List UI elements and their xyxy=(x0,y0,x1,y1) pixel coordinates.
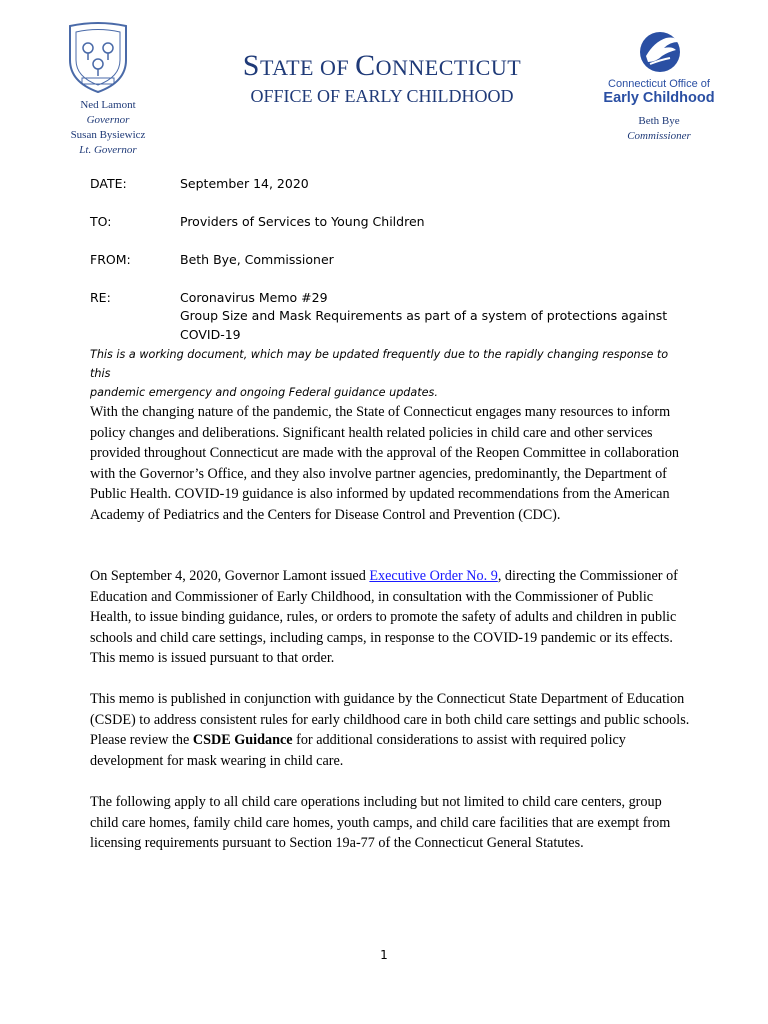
title-rest-state: TATE OF xyxy=(259,55,356,80)
note-line2: pandemic emergency and ongoing Federal guidance updates. xyxy=(90,386,438,399)
commissioner-name: Beth Bye xyxy=(638,115,680,127)
oec-logo-line2: Early Childhood xyxy=(603,90,715,106)
csde-guidance-text: CSDE Guidance xyxy=(192,732,293,748)
page-subtitle: OFFICE OF EARLY CHILDHOOD xyxy=(250,86,514,106)
from-value: Beth Bye, Commissioner xyxy=(180,252,334,267)
working-document-note xyxy=(90,345,690,402)
lt-governor-name: Susan Bysiewicz xyxy=(70,129,146,141)
title-rest-connecticut: ONNECTICUT xyxy=(375,55,522,80)
page-number: 1 xyxy=(380,948,388,962)
re-label: RE: xyxy=(90,290,111,305)
re-line2: Group Size and Mask Requirements as part of a system of protections against xyxy=(180,308,668,323)
re-line3: COVID-19 xyxy=(180,327,241,342)
paragraph-1: With the changing nature of the pandemic, the State of Connecticut engages many resources to inform policy changes and deliberations. Significant health related policies in child care and other services provided throughout Connecticut are made with the approval of the Reopen Committee in collaboration with the Governor’s Office, and they also involve partner agencies, predominantly, the Department of Public Health. COVID-19 guidance is also informed by updated recommendations from the American Academy of Pediatrics and the Centers for Disease Control and Prevention (CDC). xyxy=(90,404,680,523)
commissioner-block xyxy=(596,114,722,144)
date-value: September 14, 2020 xyxy=(180,176,309,191)
lt-governor-role: Lt. Governor xyxy=(79,144,137,156)
paragraph-3-before: This memo is published in conjunction with guidance by the Connecticut State Department of Education (CSDE) to address consistent rules for early childhood care in both child care settings and public schools. Please review the xyxy=(90,691,690,748)
governor-role: Governor xyxy=(86,114,130,126)
paragraph-3-after: for additional considerations to assist with required policy development for mask wearing in child care. xyxy=(90,732,626,769)
paragraph-2-before: On September 4, 2020, Governor Lamont issued xyxy=(90,568,370,584)
from-label: FROM: xyxy=(90,252,131,267)
to-value: Providers of Services to Young Children xyxy=(180,214,425,229)
title-letter-c: C xyxy=(355,49,376,82)
paragraph-2-after: , directing the Commissioner of Education and Commissioner of Early Childhood, in consultation with the Commissioner of Public Health, to issue binding guidance, rules, or orders to promote the safety of adults and children in public schools and child care settings, including camps, in response to the COVID-19 pandemic or its effects. This memo is issued pursuant to that order. xyxy=(90,568,678,666)
oec-logo-line1: Connecticut Office of xyxy=(608,78,710,90)
paragraph-4: The following apply to all child care operations including but not limited to child care centers, group child care homes, family child care homes, youth camps, and child care facilities that are exempt from licensing requirements pursuant to Section 19a-77 of the Connecticut General Statutes. xyxy=(90,794,671,851)
re-line1: Coronavirus Memo #29 xyxy=(180,290,328,305)
page-title xyxy=(150,46,614,88)
oec-hand-logo-icon xyxy=(636,28,684,74)
date-label: DATE: xyxy=(90,176,127,191)
governor-block xyxy=(40,98,176,158)
title-letter-s: S xyxy=(242,49,260,82)
governor-name: Ned Lamont xyxy=(80,99,136,111)
note-line1: This is a working document, which may be updated frequently due to the rapidly changing response to this xyxy=(90,348,669,380)
executive-order-link[interactable]: Executive Order No. 9 xyxy=(369,568,498,584)
commissioner-role: Commissioner xyxy=(627,130,691,142)
paragraph-3 xyxy=(90,689,690,771)
paragraph-2 xyxy=(90,566,690,669)
to-label: TO: xyxy=(90,214,112,229)
state-seal-icon xyxy=(64,20,132,96)
